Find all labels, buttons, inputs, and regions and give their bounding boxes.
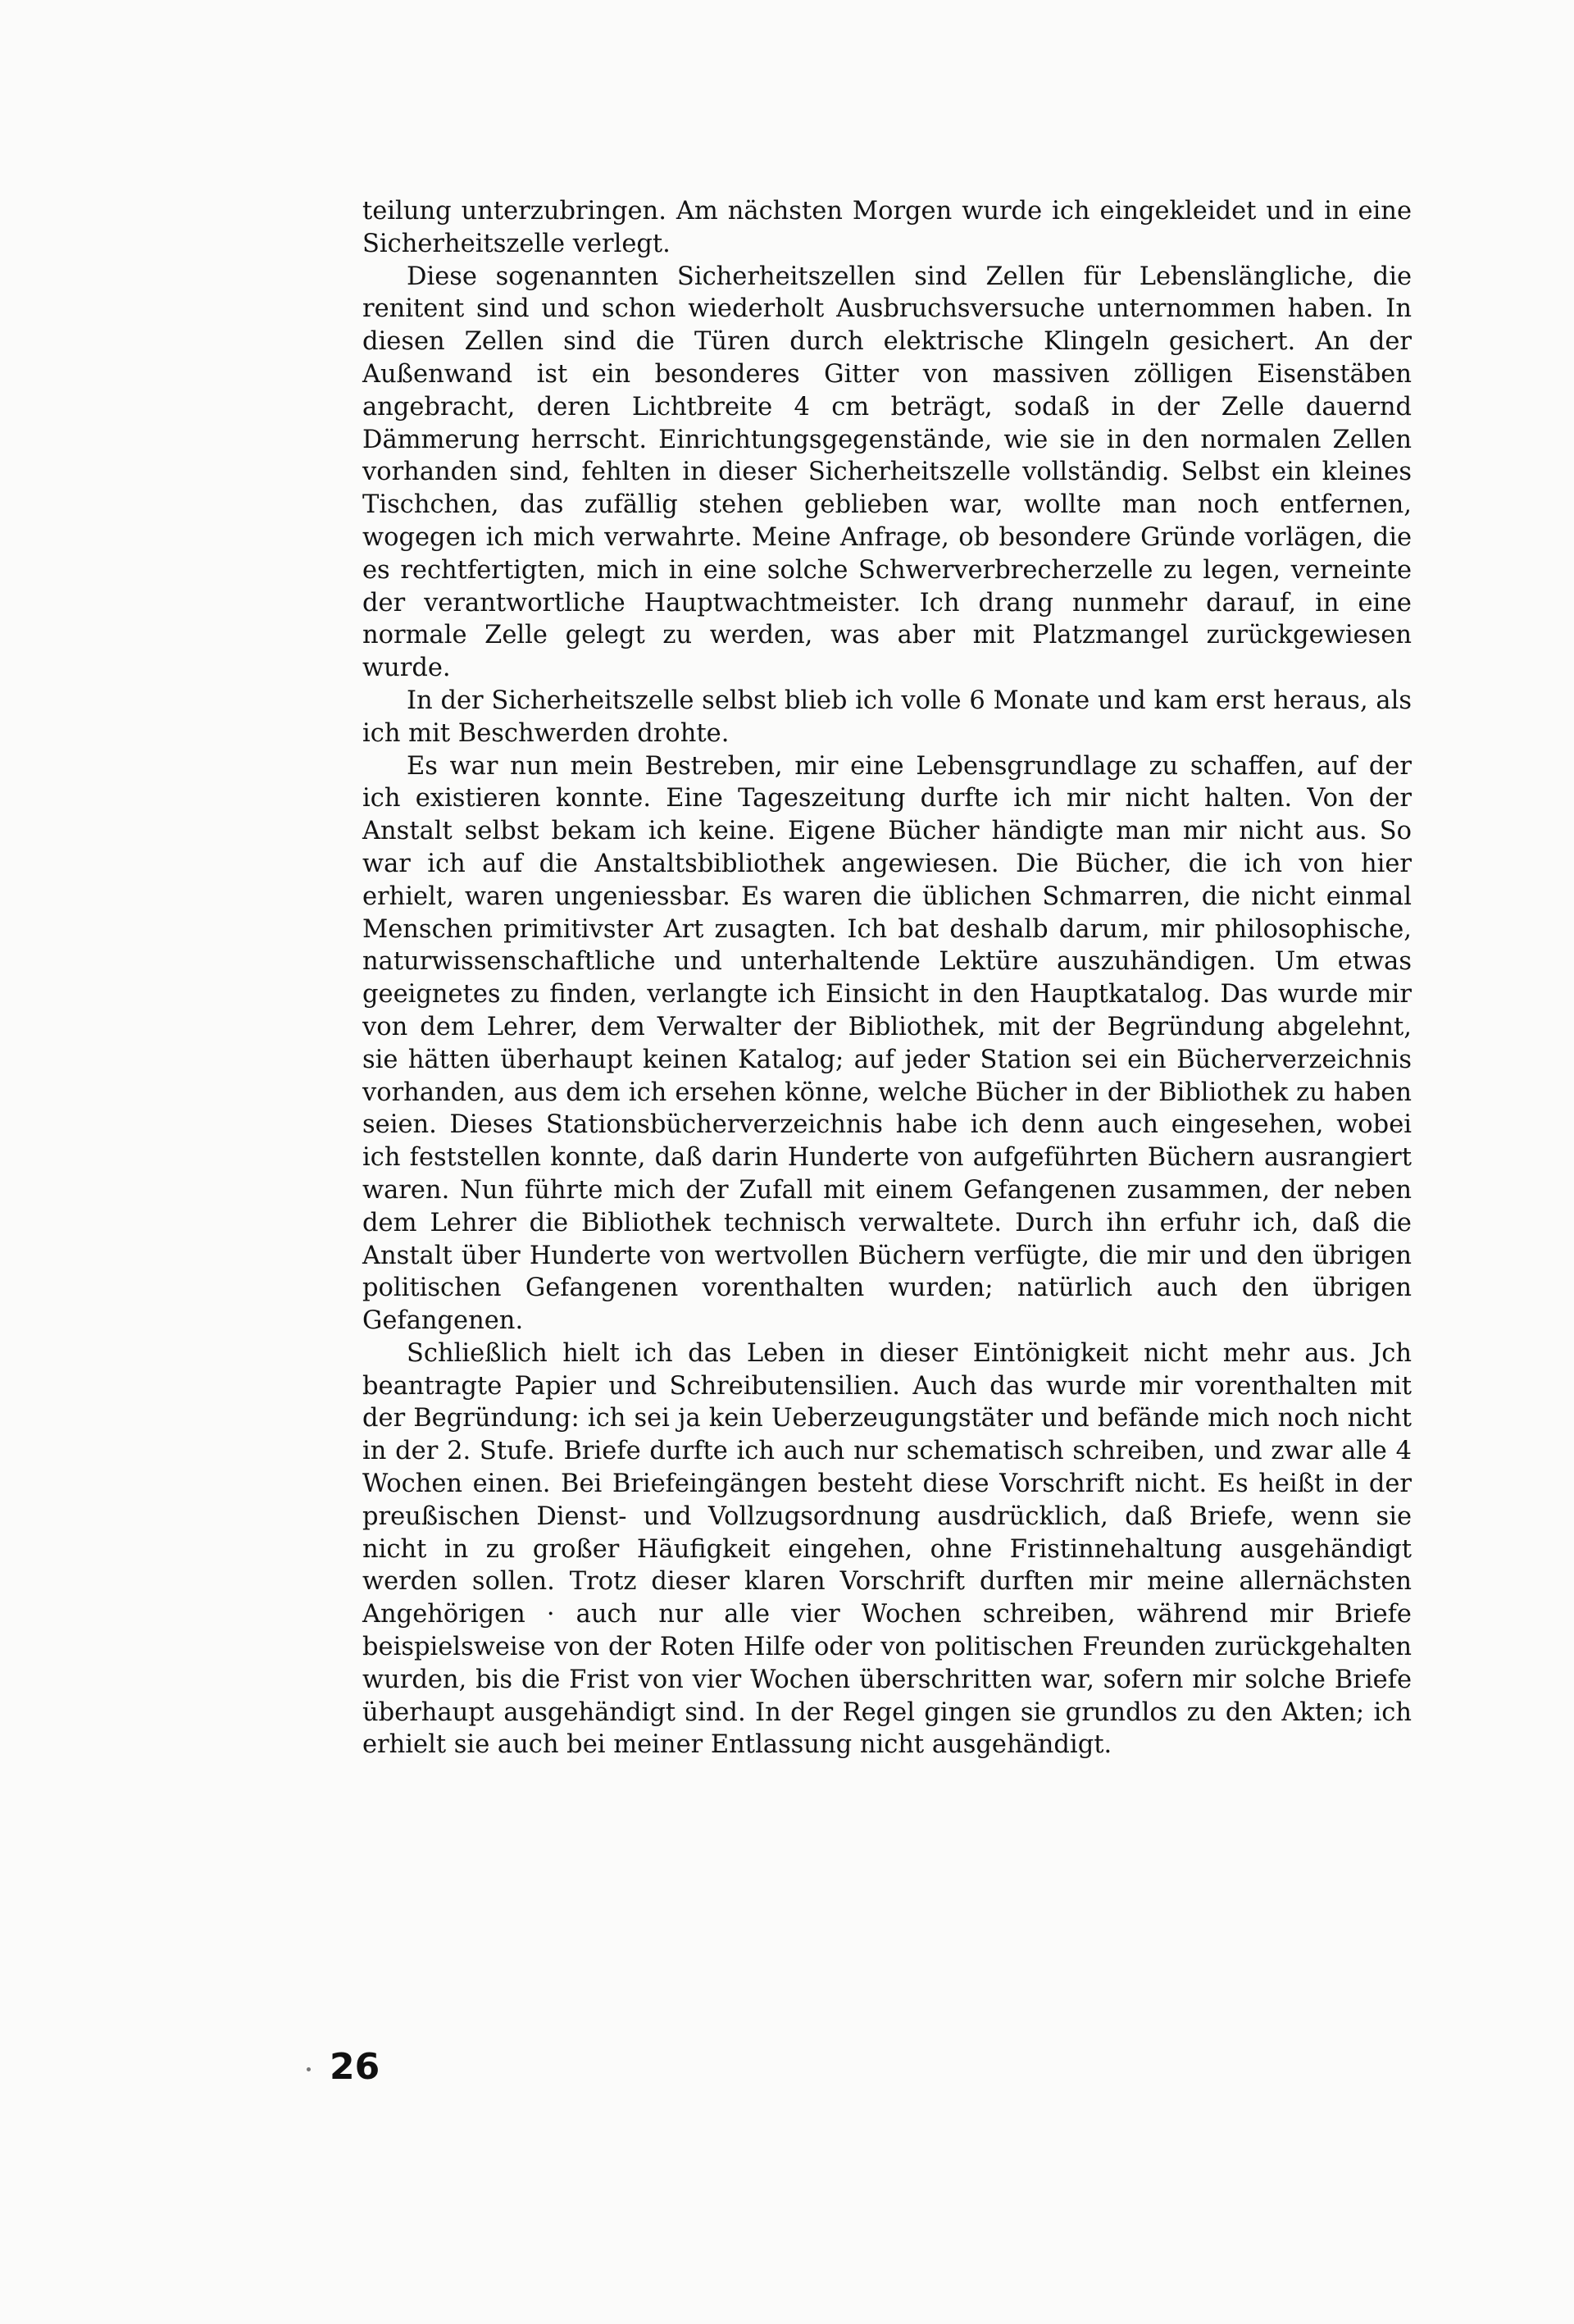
paragraph-six-months: In der Sicherheitszelle selbst blieb ich volle 6 Monate und kam erst heraus, als ich mit Beschwerden drohte. — [362, 686, 1412, 748]
paragraph-letters: Schließlich hielt ich das Leben in dieser Eintönigkeit nicht mehr aus. Jch beantragte Papier und Schreibutensilien. Auch das wurde mir vorenthalten mit der Begründung: ich sei ja kein Ueberzeugungstäter und befände mich noch nicht in der 2. Stufe. Briefe durfte ich auch nur schematisch schreiben, und zwar alle 4 Wochen einen. Bei Briefeingängen besteht diese Vorschrift nicht. Es heißt in der preußischen Dienst- und Vollzugsordnung ausdrücklich, daß Briefe, wenn sie nicht in zu großer Häufigkeit eingehen, ohne Fristinnehaltung ausgehändigt werden sollen. Trotz dieser klaren Vorschrift durften mir meine allernächsten Angehörigen · auch nur alle vier Wochen schreiben, während mir Briefe beispielsweise von der Roten Hilfe oder von politischen Freunden zurückgehalten wurden, bis die Frist von vier Wochen überschritten war, sofern mir solche Briefe überhaupt ausgehändigt sind. In der Regel gingen sie grundlos zu den Akten; ich erhielt sie auch bei meiner Entlassung nicht ausgehändigt. — [362, 1338, 1412, 1760]
dot-mark — [307, 2067, 311, 2071]
paragraph-library: Es war nun mein Bestreben, mir eine Lebensgrundlage zu schaffen, auf der ich existieren konnte. Eine Tageszeitung durfte ich mir nicht halten. Von der Anstalt selbst bekam ich keine. Eigene Bücher händigte man mir nicht aus. So war ich auf die Anstaltsbibliothek angewiesen. Die Bücher, die ich von hier erhielt, waren ungeniessbar. Es waren die üblichen Schmarren, die nicht einmal Menschen primitivster Art zusagten. Ich bat deshalb darum, mir philosophische, naturwissenschaftliche und unterhaltende Lektüre auszuhändigen. Um etwas geeignetes zu finden, verlangte ich Einsicht in den Hauptkatalog. Das wurde mir von dem Lehrer, dem Verwalter der Bibliothek, mit der Begründung abgelehnt, sie hätten überhaupt keinen Katalog; auf jeder Station sei ein Bücherverzeichnis vorhanden, aus dem ich ersehen könne, welche Bücher in der Bibliothek zu haben seien. Dieses Stationsbücherverzeichnis habe ich denn auch eingesehen, wobei ich feststellen konnte, daß darin Hunderte von aufgeführten Büchern ausrangiert waren. Nun führte mich der Zufall mit einem Gefangenen zusammen, der neben dem Lehrer die Bibliothek technisch verwaltete. Durch ihn erfuhr ich, daß die Anstalt über Hunderte von wertvollen Büchern verfügte, die mir und den übrigen politischen Gefangenen vorenthalten wurden; natürlich auch den übrigen Gefangenen. — [362, 751, 1412, 1336]
paragraph-security-cells: Diese sogenannten Sicherheitszellen sind Zellen für Lebenslängliche, die renitent sind und schon wiederholt Ausbruchsversuche unternommen haben. In diesen Zellen sind die Türen durch elektrische Klingeln gesichert. An der Außenwand ist ein besonderes Gitter von massiven zölligen Eisenstäben angebracht, deren Lichtbreite 4 cm beträgt, sodaß in der Zelle dauernd Dämmerung herrscht. Einrichtungsgegenstände, wie sie in den normalen Zellen vorhanden sind, fehlten in dieser Sicherheitszelle vollständig. Selbst ein kleines Tischchen, das zufällig stehen geblieben war, wollte man noch entfernen, wogegen ich mich verwahrte. Meine Anfrage, ob besondere Gründe vorlägen, die es rechtfertigten, mich in eine solche Schwerverbrecherzelle zu legen, verneinte der verantwortliche Hauptwachtmeister. Ich drang nunmehr darauf, in eine normale Zelle gelegt zu werden, was aber mit Platzmangel zurückgewiesen wurde. — [362, 262, 1412, 683]
page-number: 26 — [330, 2046, 380, 2088]
body-text — [362, 195, 1412, 1761]
paragraph-continuation: teilung unterzubringen. Am nächsten Morgen wurde ich eingekleidet und in eine Sicherheitszelle verlegt. — [362, 197, 1412, 258]
